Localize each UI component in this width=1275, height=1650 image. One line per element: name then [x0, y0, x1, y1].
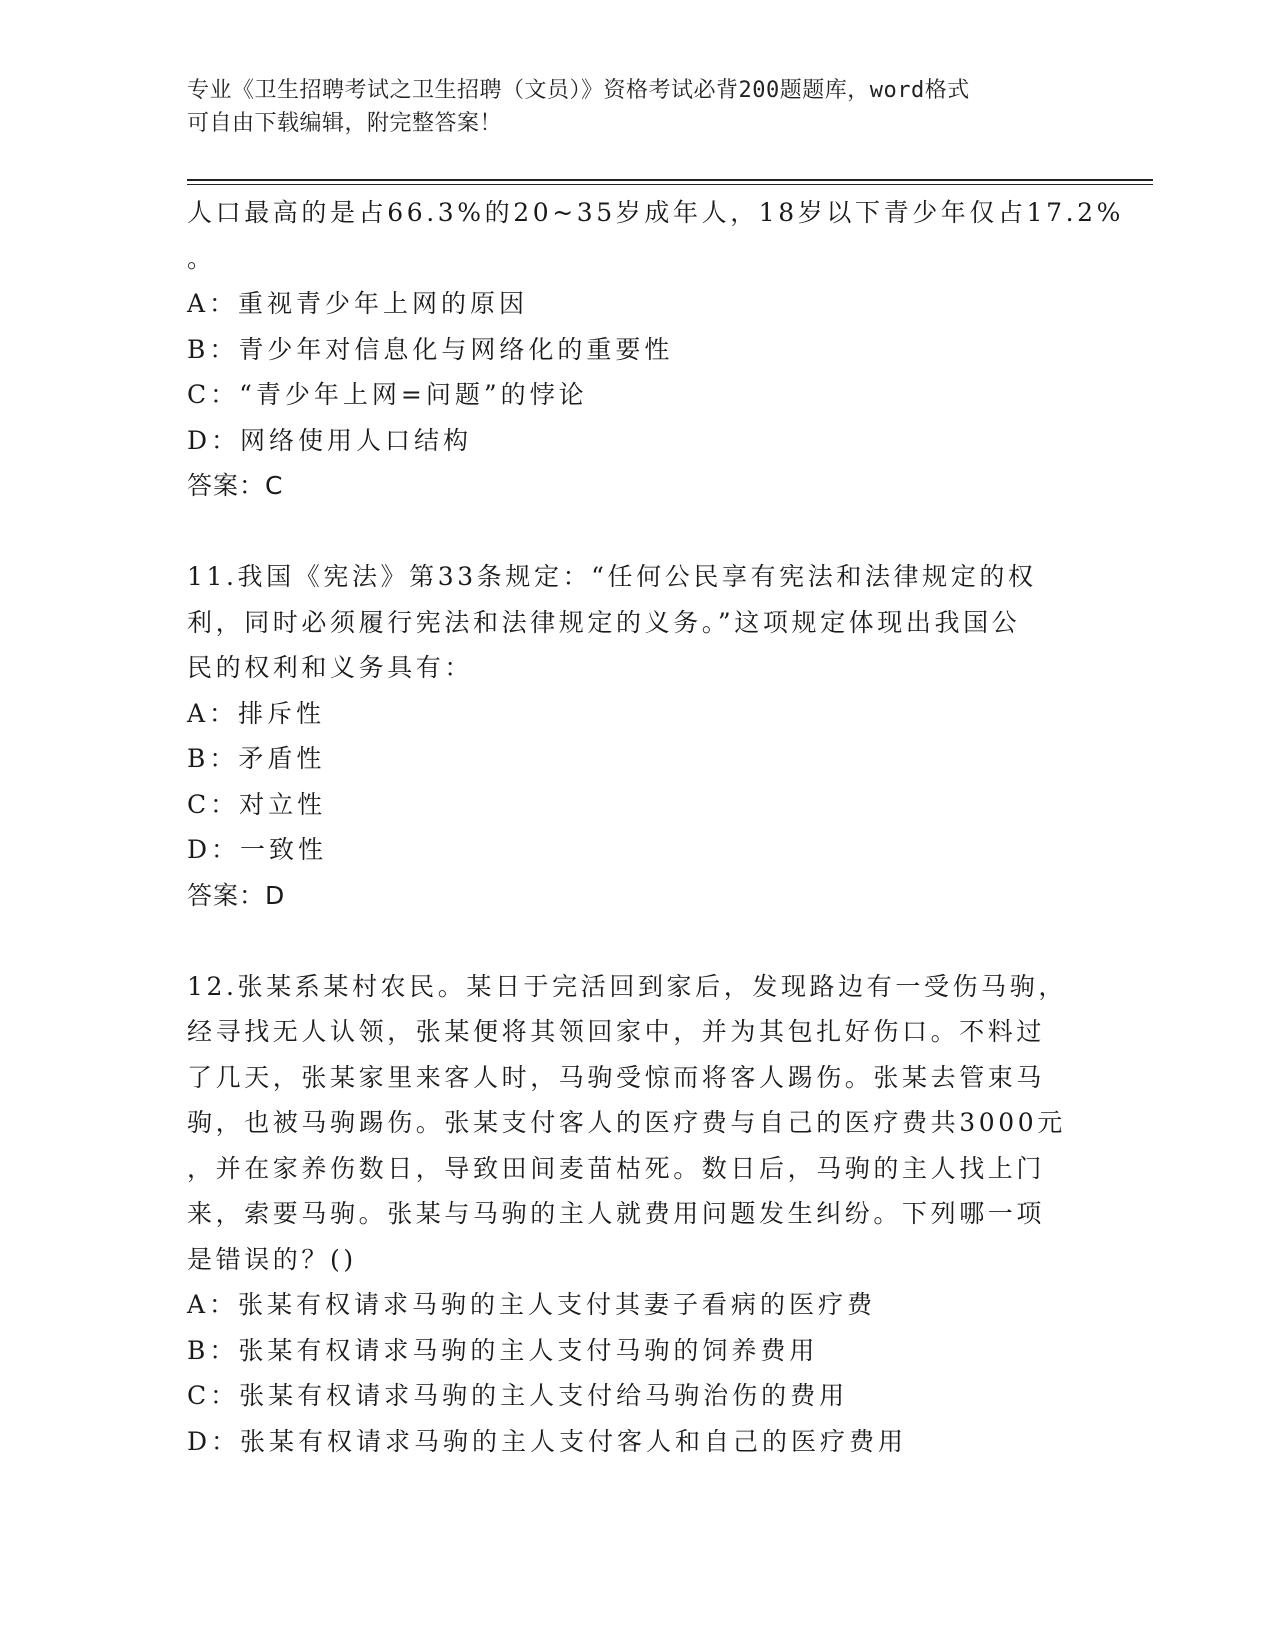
option-a: A：排斥性	[187, 698, 326, 728]
header-title-line-2: 可自由下载编辑，附完整答案！	[187, 111, 503, 136]
answer-line: 答案：D	[187, 880, 286, 910]
option-c: C：对立性	[187, 789, 327, 819]
question-10	[187, 190, 1125, 509]
question-stem-line: 民的权利和义务具有：	[187, 653, 474, 682]
option-b: B：张某有权请求马驹的主人支付马驹的饲养费用	[187, 1335, 819, 1365]
header-divider-thick	[187, 179, 1153, 181]
option-b: B：矛盾性	[187, 744, 326, 773]
question-list	[187, 190, 1125, 1464]
question-stem-line: 驹，也被马驹踢伤。张某支付客人的医疗费与自己的医疗费共3000元	[187, 1108, 1066, 1137]
spacer	[187, 918, 1087, 964]
question-stem-line: 了几天，张某家里来客人时，马驹受惊而将客人踢伤。张某去管束马	[187, 1062, 1046, 1092]
option-b: B：青少年对信息化与网络化的重要性	[187, 334, 674, 364]
question-stem-line: 12.张某系某村农民。某日于完活回到家后，发现路边有一受伤马驹，	[187, 971, 1067, 1001]
question-11	[187, 554, 1087, 918]
option-c: C：张某有权请求马驹的主人支付给马驹治伤的费用	[187, 1381, 849, 1410]
question-stem-line: ，并在家养伤数日，导致田间麦苗枯死。数日后，马驹的主人找上门	[187, 1153, 1046, 1183]
question-stem-line: 经寻找无人认领，张某便将其领回家中，并为其包扎好伤口。不料过	[187, 1017, 1046, 1046]
question-12	[187, 964, 1087, 1465]
spacer	[187, 509, 1087, 555]
question-stem-line: 。	[187, 243, 216, 273]
option-d: D：网络使用人口结构	[187, 425, 473, 455]
option-a: A：重视青少年上网的原因	[187, 289, 529, 318]
answer-line: 答案：C	[187, 471, 284, 500]
question-stem-line: 11.我国《宪法》第33条规定：“任何公民享有宪法和法律规定的权	[187, 562, 1037, 591]
document-header	[187, 74, 1087, 140]
question-stem-line: 利，同时必须履行宪法和法律规定的义务。”这项规定体现出我国公	[187, 607, 1021, 637]
question-stem-line: 人口最高的是占66.3%的20~35岁成年人，18岁以下青少年仅占17.2%	[187, 198, 1125, 227]
option-d: D：张某有权请求马驹的主人支付客人和自己的医疗费用	[187, 1426, 908, 1456]
option-c: C：“青少年上网=问题”的悖论	[187, 380, 588, 409]
question-stem-line: 来，索要马驹。张某与马驹的主人就费用问题发生纠纷。下列哪一项	[187, 1199, 1046, 1228]
header-divider-thin	[187, 184, 1153, 185]
option-d: D：一致性	[187, 835, 328, 864]
option-a: A：张某有权请求马驹的主人支付其妻子看病的医疗费	[187, 1290, 877, 1319]
header-title-line-1: 专业《卫生招聘考试之卫生招聘（文员）》资格考试必背200题题库，word格式	[187, 78, 970, 103]
question-stem-line: 是错误的？()	[187, 1244, 357, 1274]
